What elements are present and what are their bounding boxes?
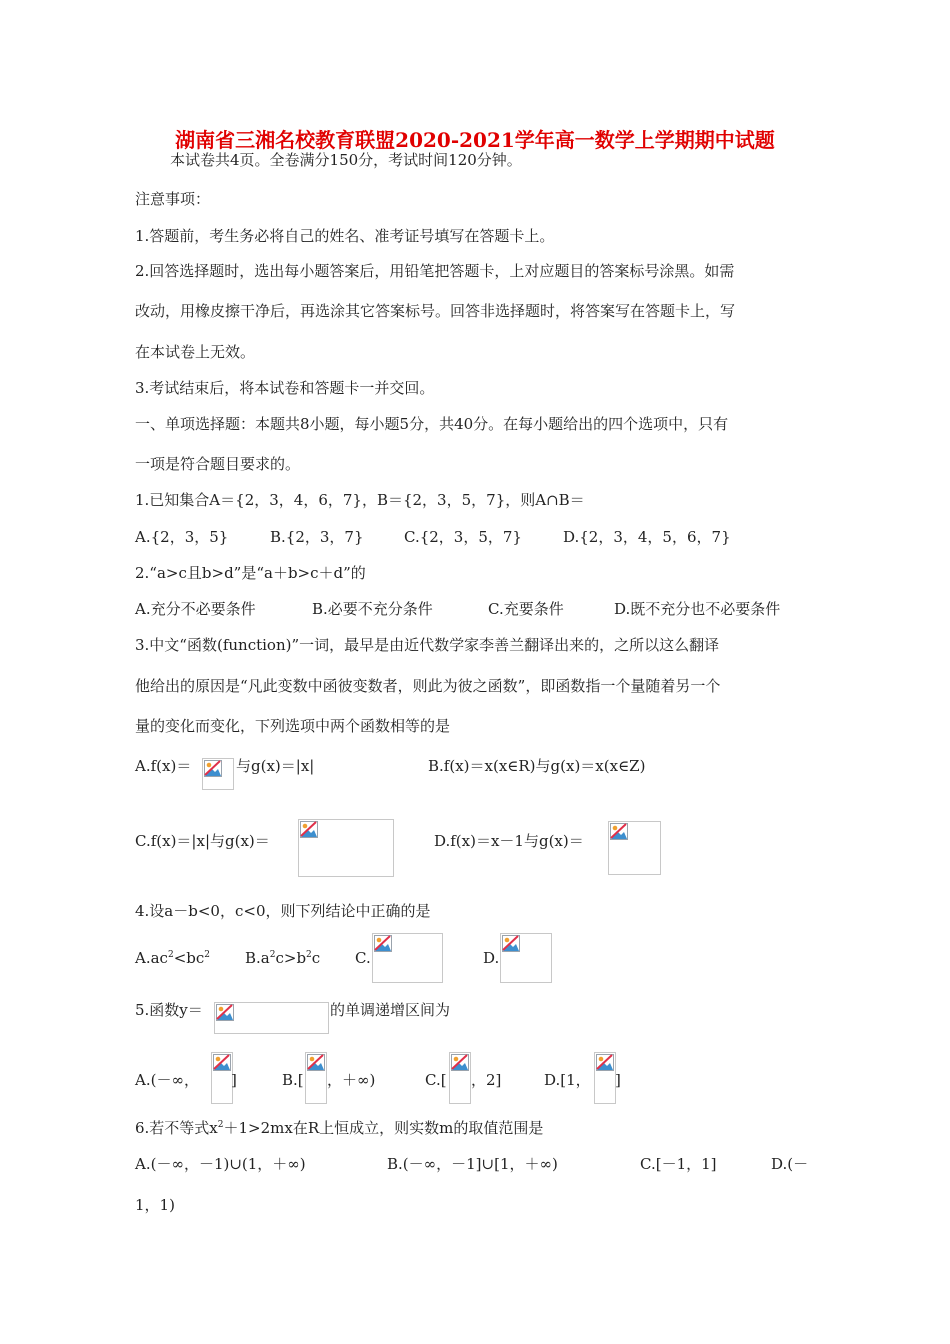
broken-image-icon [307,1054,325,1071]
q6-option-b: B.(－∞，－1]∪[1，＋∞) [387,1155,558,1173]
q5-option-a-prefix: A.(－∞， [135,1071,199,1089]
q5-option-c-prefix: C.[ [425,1071,447,1089]
q4-option-c-label: C. [355,949,371,967]
q3-option-c-formula-image [298,819,394,877]
q6-option-d: D.(－ [771,1155,809,1173]
q6-stem-part-2: ＋1>2mx在R上恒成立，则实数m的取值范围是 [223,1119,544,1137]
broken-image-icon [451,1054,469,1071]
q4-a-exp-1: 2 [167,950,174,960]
document-title: 湖南省三湘名校教育联盟2020-2021学年高一数学上学期期中试题 [175,128,775,152]
q5-option-b-fraction-image [305,1052,327,1104]
q4-b-part-3: c [311,949,321,967]
question-5-stem-prefix: 5.函数y＝ [135,1001,203,1019]
q3-option-b: B.f(x)＝x(x∈R)与g(x)＝x(x∈Z) [428,757,646,775]
q1-option-a: A.{2，3，5} [135,528,229,546]
notice-item-2-line-2: 改动，用橡皮擦干净后，再选涂其它答案标号。回答非选择题时，将答案写在答题卡上，写 [135,302,736,320]
question-2-stem: 2.“a>c且b>d”是“a＋b>c＋d”的 [135,564,366,582]
question-5-stem-suffix: 的单调递增区间为 [330,1001,451,1019]
q5-option-b-suffix: ，＋∞) [327,1071,376,1089]
notice-item-3: 3.考试结束后，将本试卷和答题卡一并交回。 [135,379,435,397]
q5-option-b-prefix: B.[ [282,1071,304,1089]
question-6-stem [135,1118,543,1138]
q3-option-a-suffix: 与g(x)＝|x| [236,757,315,775]
question-3-line-1: 3.中文“函数(function)”一词，最早是由近代数学家李善兰翻译出来的，之所以这么翻译 [135,636,720,654]
q3-option-d-prefix: D.f(x)＝x－1与g(x)＝ [434,832,584,850]
q1-option-c: C.{2，3，5，7} [404,528,522,546]
notice-item-1: 1.答题前，考生务必将自己的姓名、准考证号填写在答题卡上。 [135,227,555,245]
q4-a-exp-2: 2 [204,950,210,960]
notice-item-2-line-1: 2.回答选择题时，选出每小题答案后，用铅笔把答题卡，上对应题目的答案标号涂黑。如需 [135,262,735,280]
section-heading-line-1: 一、单项选择题：本题共8小题，每小题5分，共40分。在每小题给出的四个选项中，只有 [135,415,729,433]
exam-intro: 本试卷共4页。全卷满分150分，考试时间120分钟。 [170,151,522,169]
section-heading-line-2: 一项是符合题目要求的。 [135,455,301,473]
q4-b-exp-2: 2 [306,950,312,960]
q6-stem-exp: 2 [217,1120,224,1130]
notice-item-2-line-3: 在本试卷上无效。 [135,343,256,361]
q1-option-b: B.{2，3，7} [270,528,364,546]
q6-option-c: C.[－1，1] [640,1155,717,1173]
q5-option-a-suffix: ] [231,1071,237,1089]
q2-option-a: A.充分不必要条件 [135,600,256,618]
q3-option-a-prefix: A.f(x)＝ [135,757,192,775]
q5-option-d-prefix: D.[1， [544,1071,591,1089]
q5-option-c-suffix: ，2] [471,1071,502,1089]
q5-option-a-fraction-image [211,1052,233,1104]
q4-option-d-formula-image [500,933,552,983]
broken-image-icon [300,821,318,838]
q3-option-a-formula-image [202,758,234,790]
q4-option-b [245,948,320,968]
broken-image-icon [213,1054,231,1071]
question-3-line-2: 他给出的原因是“凡此变数中函彼变数者，则此为彼之函数”，即函数指一个量随着另一个 [135,677,721,695]
q5-function-formula-image [214,1002,329,1034]
notice-heading: 注意事项： [135,190,211,208]
q4-option-a [135,948,210,968]
q2-option-d: D.既不充分也不必要条件 [614,600,781,618]
question-1-stem: 1.已知集合A＝{2，3，4，6，7}，B＝{2，3，5，7}，则A∩B＝ [135,491,585,509]
q1-option-d: D.{2，3，4，5，6，7} [563,528,731,546]
broken-image-icon [502,935,520,952]
q3-option-d-formula-image [608,821,661,875]
q5-option-c-fraction-image [449,1052,471,1104]
q6-option-a: A.(－∞，－1)∪(1，＋∞) [135,1155,306,1173]
q3-option-c-prefix: C.f(x)＝|x|与g(x)＝ [135,832,270,850]
q2-option-c: C.充要条件 [488,600,564,618]
broken-image-icon [216,1004,234,1021]
q2-option-b: B.必要不充分条件 [312,600,433,618]
q5-option-d-fraction-image [594,1052,616,1104]
broken-image-icon [374,935,392,952]
broken-image-icon [610,823,628,840]
q6-option-d-continued: 1，1) [135,1196,175,1214]
q4-a-part-1: A.ac [135,949,168,967]
broken-image-icon [204,760,222,777]
question-4-stem: 4.设a－b<0，c<0，则下列结论中正确的是 [135,902,431,920]
q4-a-part-2: <bc [173,949,205,967]
q4-option-d-label: D. [483,949,500,967]
q5-option-d-suffix: ] [615,1071,621,1089]
q4-b-part-1: B.a [245,949,270,967]
question-3-line-3: 量的变化而变化，下列选项中两个函数相等的是 [135,717,451,735]
q4-b-exp-1: 2 [269,950,276,960]
broken-image-icon [596,1054,614,1071]
q6-stem-part-1: 6.若不等式x [135,1119,218,1137]
q4-b-part-2: c>b [275,949,307,967]
q4-option-c-formula-image [372,933,443,983]
